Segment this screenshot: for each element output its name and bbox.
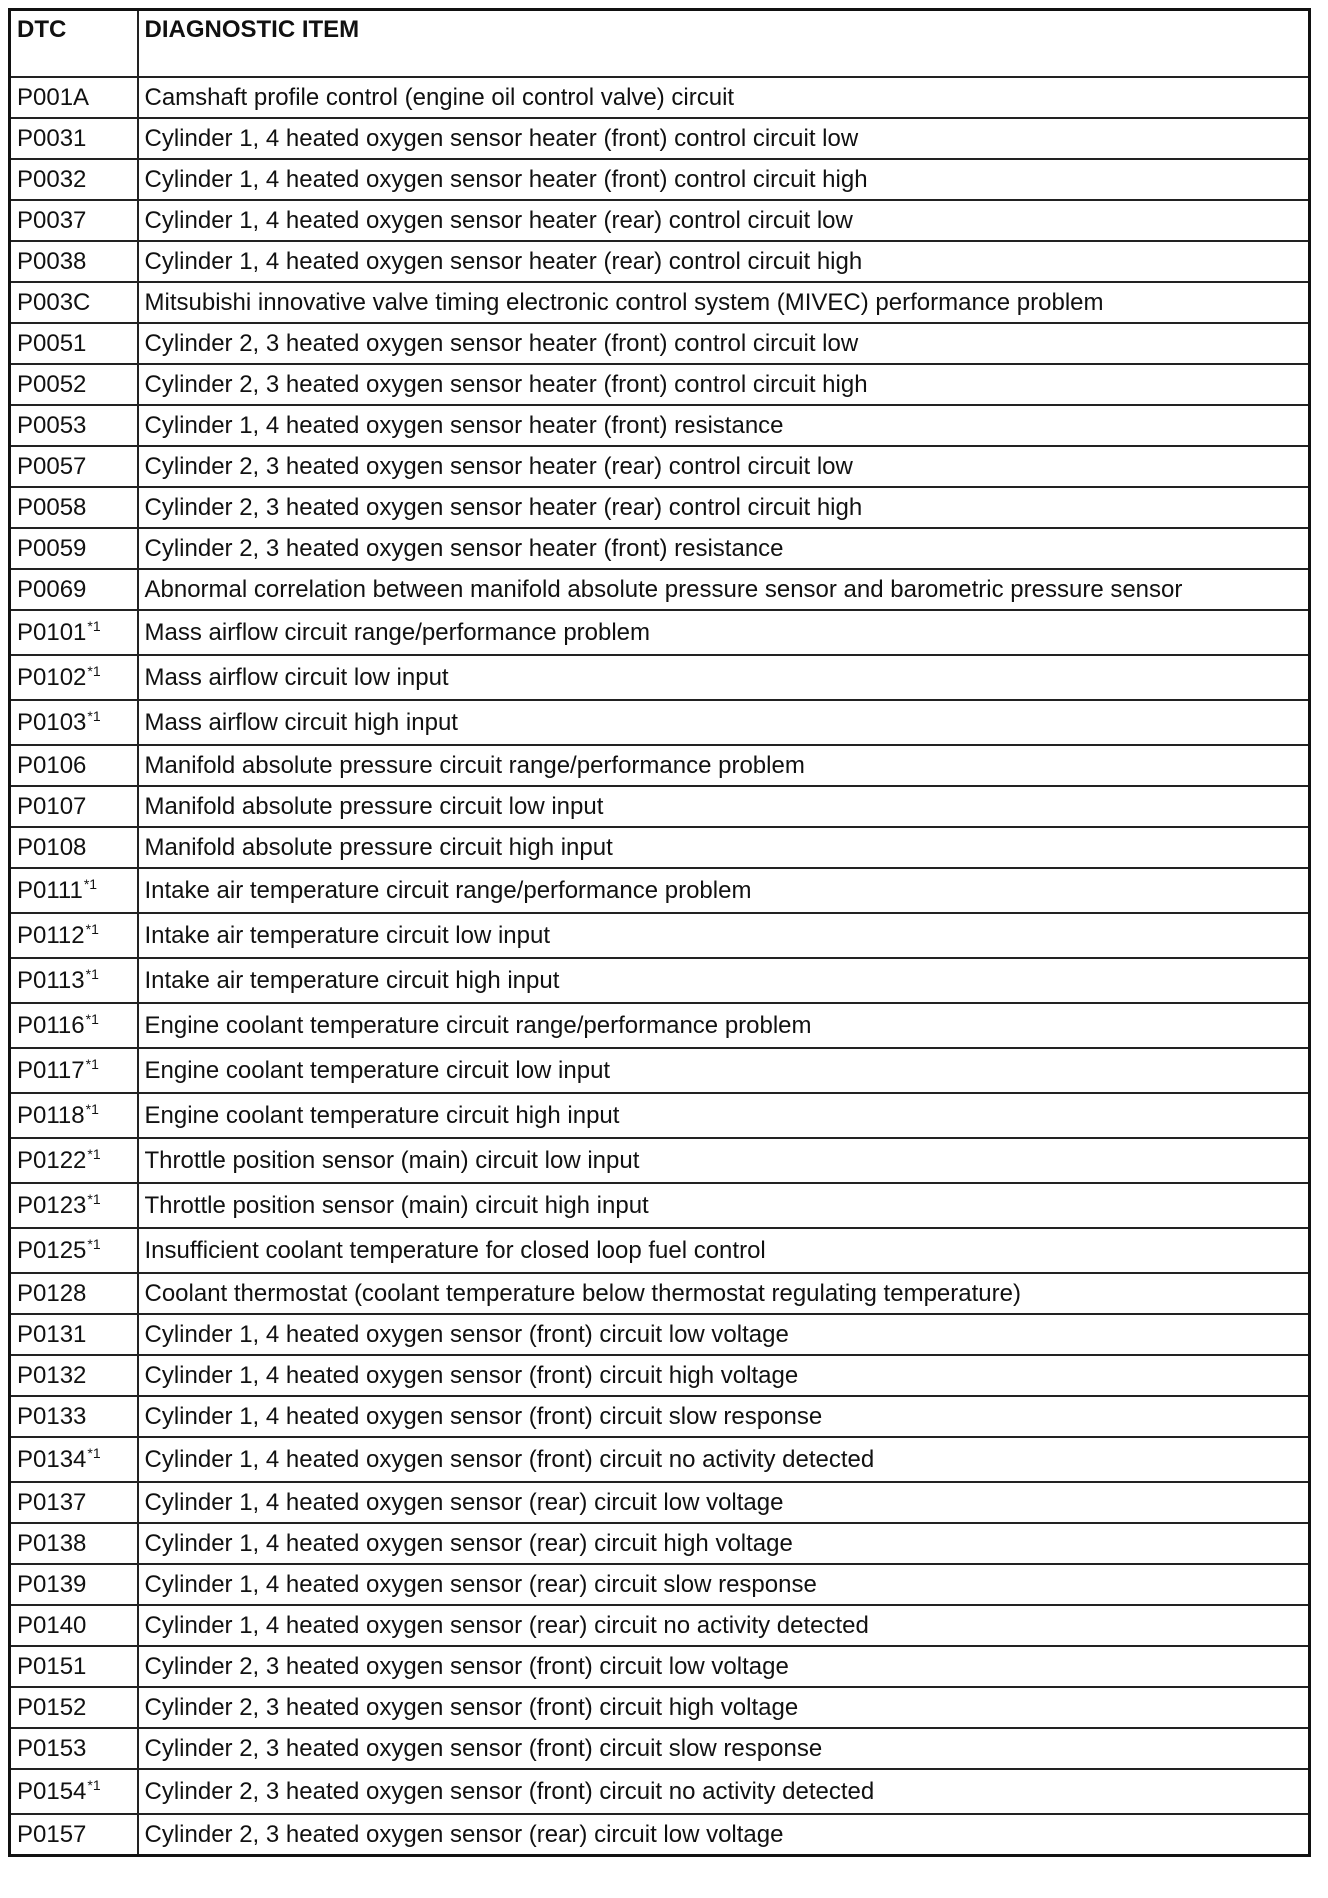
dtc-code-cell [10,1482,138,1523]
diagnostic-item-cell: Manifold absolute pressure circuit range/performance problem [138,745,1310,786]
dtc-code: P0157 [17,1820,87,1848]
diagnostic-item-cell: Cylinder 1, 4 heated oxygen sensor heater (rear) control circuit low [138,200,1310,241]
diagnostic-item-cell: Cylinder 1, 4 heated oxygen sensor (rear) circuit low voltage [138,1482,1310,1523]
dtc-code: P0057 [17,452,87,480]
dtc-code-cell [10,913,138,958]
dtc-code-cell [10,405,138,446]
diagnostic-item-cell: Cylinder 1, 4 heated oxygen sensor (front) circuit slow response [138,1396,1310,1437]
dtc-code-cell [10,241,138,282]
dtc-code-cell [10,786,138,827]
footnote-marker: *1 [87,663,101,679]
table-row [10,745,1310,786]
dtc-code-cell [10,1728,138,1769]
diagnostic-item-cell: Cylinder 1, 4 heated oxygen sensor (front) circuit no activity detected [138,1437,1310,1482]
dtc-code: P0134 [17,1446,87,1473]
table-row [10,528,1310,569]
dtc-code-cell [10,1183,138,1228]
dtc-code: P0153 [17,1734,87,1762]
dtc-code: P0154 [17,1778,87,1805]
table-row [10,569,1310,610]
diagnostic-item-cell: Cylinder 1, 4 heated oxygen sensor (rear) circuit high voltage [138,1523,1310,1564]
table-row [10,1605,1310,1646]
table-row [10,958,1310,1003]
table-row [10,364,1310,405]
dtc-code: P0151 [17,1652,87,1680]
dtc-code: P0152 [17,1693,87,1721]
diagnostic-item-cell: Intake air temperature circuit low input [138,913,1310,958]
dtc-code: P0037 [17,206,87,234]
dtc-code: P0053 [17,411,87,439]
dtc-code: P0101 [17,619,87,646]
table-row [10,446,1310,487]
dtc-code-cell [10,1605,138,1646]
dtc-code: P0140 [17,1611,87,1639]
table-row [10,159,1310,200]
diagnostic-item-cell: Cylinder 2, 3 heated oxygen sensor (front) circuit slow response [138,1728,1310,1769]
footnote-marker: *1 [85,921,99,937]
dtc-code: P0132 [17,1361,87,1389]
diagnostic-item-cell: Cylinder 2, 3 heated oxygen sensor heater (rear) control circuit low [138,446,1310,487]
table-row [10,1138,1310,1183]
footnote-marker: *1 [85,966,99,982]
dtc-code: P0122 [17,1147,87,1174]
table-row [10,241,1310,282]
dtc-code-cell [10,1523,138,1564]
table-row [10,1183,1310,1228]
table-row [10,1437,1310,1482]
dtc-code: P0031 [17,124,87,152]
table-row [10,1273,1310,1314]
dtc-code: P0051 [17,329,87,357]
diagnostic-item-cell: Camshaft profile control (engine oil control valve) circuit [138,77,1310,118]
diagnostic-item-cell: Cylinder 1, 4 heated oxygen sensor (front) circuit low voltage [138,1314,1310,1355]
footnote-marker: *1 [85,1011,99,1027]
diagnostic-item-cell: Manifold absolute pressure circuit high input [138,827,1310,868]
diagnostic-item-cell: Cylinder 1, 4 heated oxygen sensor heater (front) control circuit low [138,118,1310,159]
table-row [10,1728,1310,1769]
dtc-code-cell [10,200,138,241]
table-row [10,1355,1310,1396]
dtc-code: P003C [17,288,91,316]
diagnostic-item-cell: Cylinder 1, 4 heated oxygen sensor (rear) circuit slow response [138,1564,1310,1605]
dtc-code-cell [10,569,138,610]
dtc-code: P0107 [17,792,87,820]
diagnostic-item-cell: Intake air temperature circuit range/performance problem [138,868,1310,913]
diagnostic-item-cell: Throttle position sensor (main) circuit high input [138,1183,1310,1228]
dtc-code: P0058 [17,493,87,521]
dtc-code-cell [10,323,138,364]
dtc-code: P0113 [17,967,85,994]
diagnostic-item-cell: Cylinder 2, 3 heated oxygen sensor heater (front) control circuit high [138,364,1310,405]
table-row [10,1523,1310,1564]
table-row [10,1814,1310,1856]
footnote-marker: *1 [87,1146,101,1162]
diagnostic-item-cell: Cylinder 1, 4 heated oxygen sensor heater (front) resistance [138,405,1310,446]
dtc-code-cell [10,958,138,1003]
table-row [10,868,1310,913]
diagnostic-item-cell: Insufficient coolant temperature for closed loop fuel control [138,1228,1310,1273]
dtc-code-cell [10,1093,138,1138]
dtc-code-cell [10,1228,138,1273]
dtc-code-cell [10,868,138,913]
diagnostic-item-cell: Cylinder 1, 4 heated oxygen sensor heater (rear) control circuit high [138,241,1310,282]
dtc-code-cell [10,282,138,323]
dtc-code: P0103 [17,709,87,736]
dtc-code-cell [10,1814,138,1856]
table-row [10,1482,1310,1523]
footnote-marker: *1 [83,876,98,892]
dtc-code: P0032 [17,165,87,193]
table-row [10,700,1310,745]
dtc-code: P0123 [17,1192,87,1219]
header-row [10,10,1310,78]
dtc-code-cell [10,1003,138,1048]
table-row [10,1564,1310,1605]
dtc-code: P0106 [17,751,87,779]
table-row [10,1396,1310,1437]
table-row [10,487,1310,528]
table-row [10,1687,1310,1728]
dtc-code: P0128 [17,1279,87,1307]
dtc-code: P0108 [17,833,87,861]
dtc-code-cell [10,827,138,868]
table-row [10,655,1310,700]
diagnostic-item-cell: Mass airflow circuit low input [138,655,1310,700]
diagnostic-item-cell: Engine coolant temperature circuit range/performance problem [138,1003,1310,1048]
diagnostic-item-cell: Cylinder 2, 3 heated oxygen sensor heater (front) control circuit low [138,323,1310,364]
dtc-code: P0052 [17,370,87,398]
dtc-code: P0118 [17,1102,85,1129]
dtc-code-cell [10,364,138,405]
diagnostic-item-cell: Cylinder 2, 3 heated oxygen sensor heater (front) resistance [138,528,1310,569]
dtc-code: P0138 [17,1529,87,1557]
dtc-code: P0139 [17,1570,87,1598]
document-page [8,8,1308,1857]
dtc-code-cell [10,487,138,528]
dtc-code-cell [10,1646,138,1687]
footnote-marker: *1 [87,1191,101,1207]
table-row [10,786,1310,827]
dtc-code-cell [10,1273,138,1314]
diagnostic-item-cell: Abnormal correlation between manifold absolute pressure sensor and barometric pressure sensor [138,569,1310,610]
dtc-code-cell [10,528,138,569]
footnote-marker: *1 [87,618,101,634]
table-row [10,1769,1310,1814]
table-row [10,1093,1310,1138]
diagnostic-item-cell: Mass airflow circuit high input [138,700,1310,745]
table-body [10,77,1310,1856]
dtc-code: P0116 [17,1012,85,1039]
diagnostic-item-cell: Cylinder 2, 3 heated oxygen sensor heater (rear) control circuit high [138,487,1310,528]
diagnostic-item-cell: Manifold absolute pressure circuit low input [138,786,1310,827]
dtc-code-cell [10,77,138,118]
diagnostic-item-cell: Mass airflow circuit range/performance problem [138,610,1310,655]
footnote-marker: *1 [87,1445,101,1461]
dtc-code: P0117 [17,1057,85,1084]
dtc-code: P0133 [17,1402,87,1430]
table-row [10,323,1310,364]
dtc-code-cell [10,1396,138,1437]
dtc-code-cell [10,159,138,200]
table-row [10,1646,1310,1687]
diagnostic-item-cell: Coolant thermostat (coolant temperature below thermostat regulating temperature) [138,1273,1310,1314]
table-row [10,1048,1310,1093]
dtc-code: P0111 [17,877,83,904]
dtc-code: P0125 [17,1237,87,1264]
dtc-code: P0038 [17,247,87,275]
dtc-code-cell [10,700,138,745]
dtc-code-cell [10,1437,138,1482]
dtc-code-cell [10,446,138,487]
table-row [10,827,1310,868]
dtc-code-cell [10,655,138,700]
dtc-code: P0069 [17,575,87,603]
diagnostic-item-cell: Cylinder 1, 4 heated oxygen sensor (rear) circuit no activity detected [138,1605,1310,1646]
dtc-code-cell [10,610,138,655]
diagnostic-item-cell: Cylinder 2, 3 heated oxygen sensor (front) circuit low voltage [138,1646,1310,1687]
dtc-code: P0137 [17,1488,87,1516]
table-row [10,77,1310,118]
dtc-code: P0131 [17,1320,87,1348]
dtc-code: P0112 [17,922,85,949]
diagnostic-item-cell: Engine coolant temperature circuit high input [138,1093,1310,1138]
dtc-code-cell [10,118,138,159]
table-row [10,282,1310,323]
footnote-marker: *1 [87,1236,101,1252]
footnote-marker: *1 [85,1101,99,1117]
dtc-code-cell [10,1687,138,1728]
dtc-code-cell [10,745,138,786]
footnote-marker: *1 [87,708,101,724]
table-row [10,913,1310,958]
dtc-code-cell [10,1564,138,1605]
diagnostic-item-cell: Cylinder 2, 3 heated oxygen sensor (rear) circuit low voltage [138,1814,1310,1856]
dtc-code-cell [10,1138,138,1183]
diagnostic-item-cell: Cylinder 1, 4 heated oxygen sensor heater (front) control circuit high [138,159,1310,200]
diagnostic-item-cell: Mitsubishi innovative valve timing electronic control system (MIVEC) performance problem [138,282,1310,323]
dtc-code: P0102 [17,664,87,691]
dtc-code: P001A [17,83,90,111]
table-row [10,200,1310,241]
table-row [10,610,1310,655]
diagnostic-item-cell: Cylinder 2, 3 heated oxygen sensor (front) circuit high voltage [138,1687,1310,1728]
diagnostic-item-cell: Throttle position sensor (main) circuit low input [138,1138,1310,1183]
dtc-code-cell [10,1355,138,1396]
footnote-marker: *1 [87,1777,101,1793]
diagnostic-item-cell: Cylinder 1, 4 heated oxygen sensor (front) circuit high voltage [138,1355,1310,1396]
table-row [10,1314,1310,1355]
dtc-code-cell [10,1314,138,1355]
table-row [10,405,1310,446]
dtc-table [8,8,1311,1857]
diagnostic-item-cell: Engine coolant temperature circuit low input [138,1048,1310,1093]
dtc-code: P0059 [17,534,87,562]
column-header-diagnostic-item: DIAGNOSTIC ITEM [138,10,1310,78]
table-row [10,1228,1310,1273]
footnote-marker: *1 [85,1056,99,1072]
column-header-dtc: DTC [10,10,138,78]
dtc-code-cell [10,1769,138,1814]
table-row [10,118,1310,159]
diagnostic-item-cell: Intake air temperature circuit high input [138,958,1310,1003]
diagnostic-item-cell: Cylinder 2, 3 heated oxygen sensor (front) circuit no activity detected [138,1769,1310,1814]
dtc-code-cell [10,1048,138,1093]
table-row [10,1003,1310,1048]
